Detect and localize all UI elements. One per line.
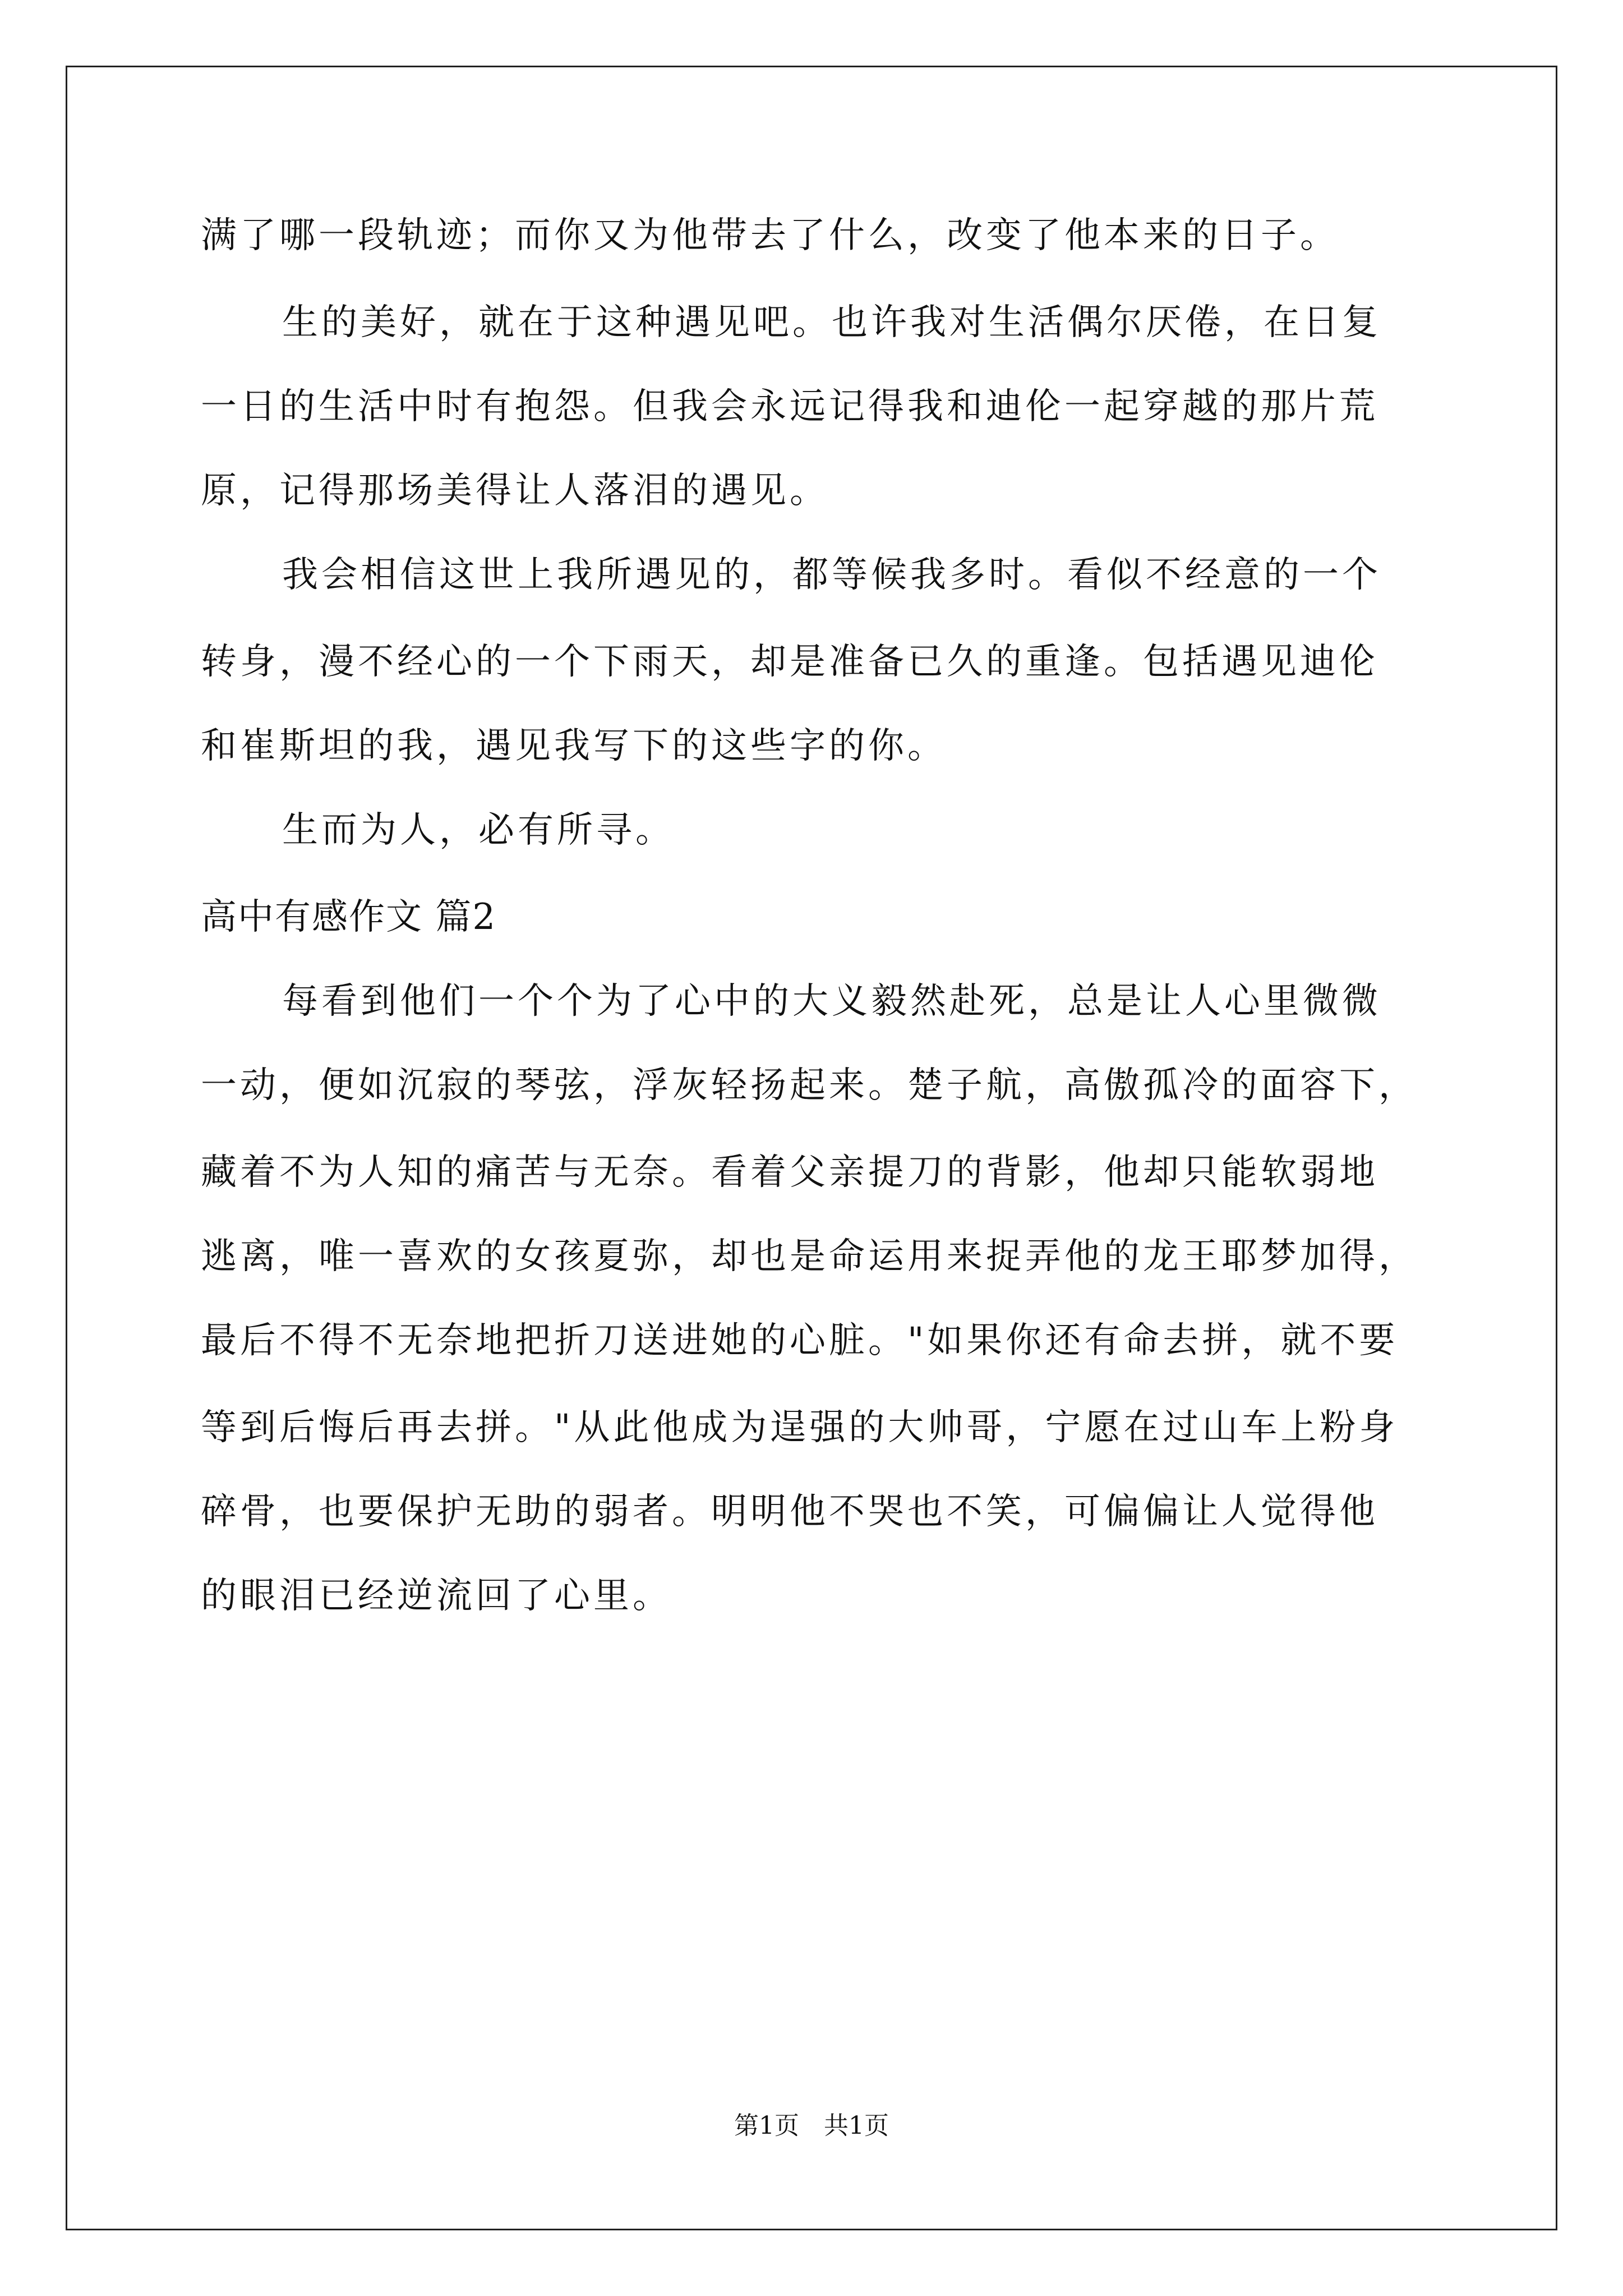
section-heading: 高中有感作文 篇2 (201, 896, 497, 938)
text-line: 生的美好，就在于这种遇见吧。也许我对生活偶尔厌倦，在日复 (282, 302, 1381, 343)
text-line: 藏着不为人知的痛苦与无奈。看着父亲提刀的背影，他却只能软弱地 (201, 1152, 1378, 1193)
text-line: 和崔斯坦的我，遇见我写下的这些字的你。 (201, 725, 947, 767)
text-line: 最后不得不无奈地把折刀送进她的心脏。"如果你还有命去拼，就不要 (201, 1320, 1399, 1361)
text-line: 碎骨，也要保护无助的弱者。明明他不哭也不笑，可偏偏让人觉得他 (201, 1491, 1378, 1533)
text-line: 转身，漫不经心的一个下雨天，却是准备已久的重逢。包括遇见迪伦 (201, 641, 1378, 683)
page-number-footer: 第1页 共1页 (734, 2111, 889, 2140)
text-line: 的眼泪已经逆流回了心里。 (201, 1575, 672, 1617)
text-line: 生而为人，必有所寻。 (282, 809, 675, 851)
text-line: 一日的生活中时有抱怨。但我会永远记得我和迪伦一起穿越的那片荒 (201, 386, 1378, 427)
text-line: 逃离，唯一喜欢的女孩夏弥，却也是命运用来捉弄他的龙王耶梦加得， (201, 1236, 1418, 1277)
text-line: 一动，便如沉寂的琴弦，浮灰轻扬起来。楚子航，高傲孤冷的面容下， (201, 1065, 1418, 1106)
text-line: 满了哪一段轨迹；而你又为他带去了什么，改变了他本来的日子。 (201, 215, 1339, 256)
text-line: 我会相信这世上我所遇见的，都等候我多时。看似不经意的一个 (282, 554, 1381, 596)
text-line: 每看到他们一个个为了心中的大义毅然赴死，总是让人心里微微 (282, 981, 1381, 1022)
text-line: 等到后悔后再去拼。"从此他成为逞强的大帅哥，宁愿在过山车上粉身 (201, 1407, 1399, 1448)
text-line: 原，记得那场美得让人落泪的遇见。 (201, 470, 829, 512)
